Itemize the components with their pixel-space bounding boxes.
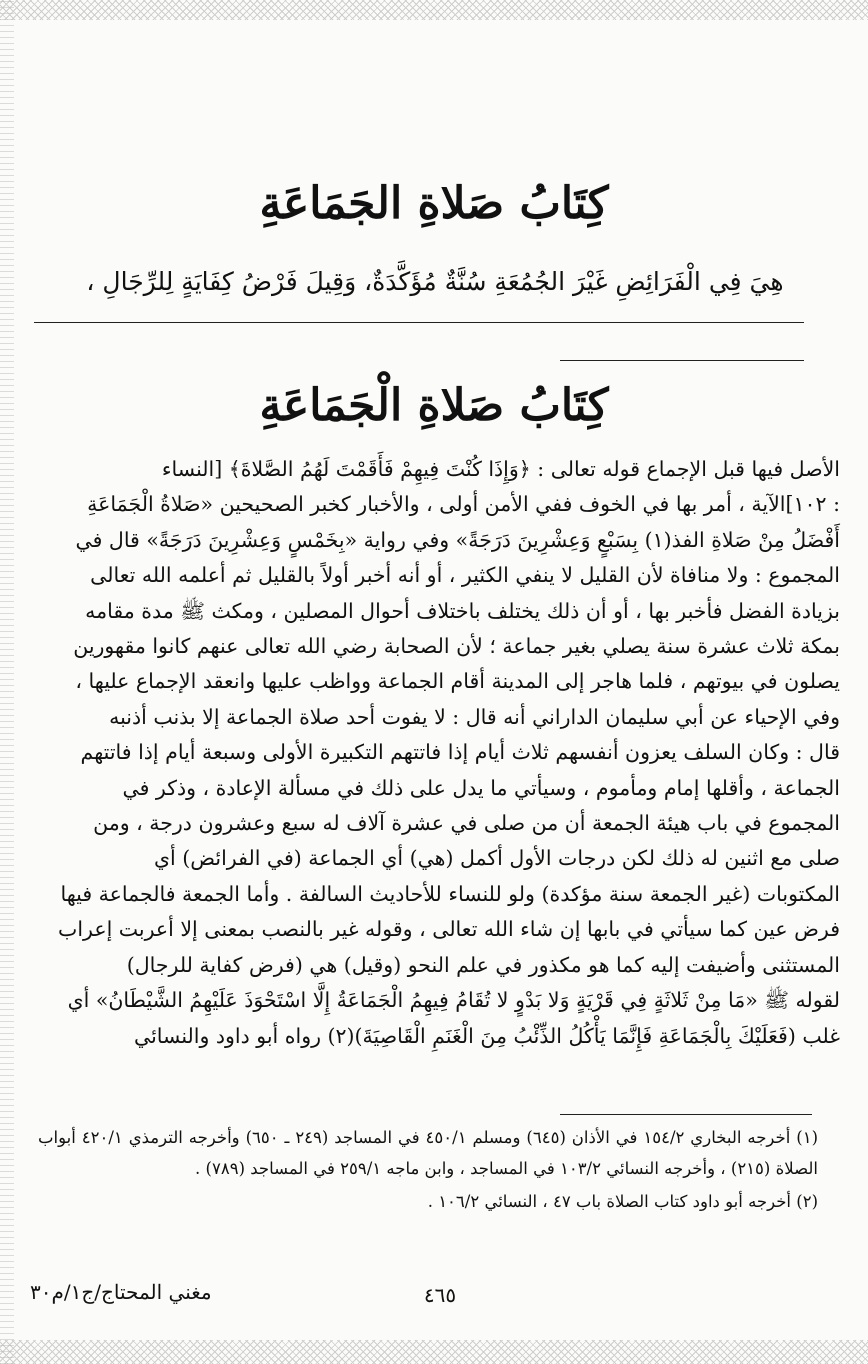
sharh-line: الجماعة ، وأقلها إمام ومأموم ، وسيأتي ما يدل على ذلك في مسألة الإعادة ، وذكر في xyxy=(122,775,840,800)
sharh-line: لقوله ﷺ «مَا مِنْ ثَلاثَةٍ فِي قَرْيَةٍ وَلا بَدْوٍ لا تُقَامُ فِيهِمُ الْجَمَاعَةُ إِلَّا اسْتَحْوَذَ عَلَيْهِمُ الشَّيْطَانُ» أي xyxy=(67,988,840,1013)
footnotes xyxy=(38,1122,818,1219)
matn-text: هِيَ فِي الْفَرَائِضِ غَيْرَ الجُمُعَةِ سُنَّةٌ مُؤَكَّدَةٌ، وَقِيلَ فَرْضُ كِفَايَةٍ لِلرِّجَالِ ، xyxy=(86,267,784,296)
sharh-line: غلب (فَعَلَيْكَ بِالْجَمَاعَةِ فَإِنَّمَا يَأْكُلُ الذِّئْبُ مِنَ الْغَنَمِ الْقَاصِيَةَ)(٢) رواه أبو داود والنسائي xyxy=(134,1023,840,1048)
sharh-body xyxy=(38,452,840,1054)
sharh-line: بزيادة الفضل فأخبر بها ، أو أن ذلك يختلف باختلاف أحوال المصلين ، ومكث ﷺ مدة مقامه xyxy=(85,598,840,623)
printer-signature: مغني المحتاج/ج١/م٣٠ xyxy=(30,1280,212,1304)
sharh-line: يصلون في بيوتهم ، فلما هاجر إلى المدينة أقام الجماعة وواظب عليها وانعقد الإجماع عليها ، xyxy=(75,669,840,694)
footnote-1: (١) أخرجه البخاري ١٥٤/٢ في الأذان (٦٤٥) ومسلم ٤٥٠/١ في المساجد (٢٤٩ ـ ٦٥٠) وأخرجه الترمذي ٤٢٠/١ أبواب الصلاة (٢١٥) ، وأخرجه النسائي ١٠٣/٢ في المساجد ، وابن ماجه ٢٥٩/١ في المساجد (٧٨٩) . xyxy=(38,1128,819,1178)
sharh-line: المستثنى وأضيفت إليه كما هو مكذور في علم النحو (وقيل) هي (فرض كفاية للرجال) xyxy=(126,952,840,977)
decorative-left-border xyxy=(0,0,14,1364)
sharh-line: المجموع : ولا منافاة لأن القليل لا ينفي الكثير ، أو أنه أخبر أولاً بالقليل ثم أعلمه الله تعالى xyxy=(90,563,840,588)
decorative-top-border xyxy=(0,0,868,20)
sharh-line: قال : وكان السلف يعزون أنفسهم ثلاث أيام إذا فاتتهم التكبيرة الأولى وسبعة أيام إذا فاتتهم xyxy=(80,740,840,765)
sharh-line: فرض عين كما سيأتي في بابها إن شاء الله تعالى ، وقوله غير بالنصب بمعنى إلا أعربت إعراب xyxy=(58,917,840,942)
sharh-title: كِتَابُ صَلاةِ الْجَمَاعَةِ xyxy=(259,380,609,431)
matn-divider xyxy=(34,322,804,323)
sharh-line: صلى مع اثنين له ذلك لكن درجات الأول أكمل (هي) أي الجماعة (في الفرائض) أي xyxy=(154,846,840,871)
sharh-line: المجموع في باب هيئة الجمعة أن من صلى في عشرة آلاف له سبع وعشرون درجة ، ومن xyxy=(93,811,840,836)
sharh-line: المكتوبات (غير الجمعة سنة مؤكدة) ولو للنساء للأحاديث السالفة . وأما الجمعة فالجماعة فيها xyxy=(60,881,840,906)
sharh-line: وفي الإحياء عن أبي سليمان الداراني أنه قال : لا يفوت أحد صلاة الجماعة إلا بذنب أذنبه xyxy=(109,704,840,729)
sharh-line: أَفْضَلُ مِنْ صَلاةِ الفذ(١) بِسَبْعٍ وَعِشْرِينَ دَرَجَةً» وفي رواية «بِخَمْسٍ وَعِشْرِينَ دَرَجَةً» قال في xyxy=(75,527,840,552)
page-number: ٤٦٥ xyxy=(423,1283,457,1307)
sharh-line: الأصل فيها قبل الإجماع قوله تعالى : ﴿وَإِذَا كُنْتَ فِيهِمْ فَأَقَمْتَ لَهُمُ الصَّلاةَ﴾ [النساء xyxy=(161,457,840,481)
sharh-line: بمكة ثلاث عشرة سنة يصلي بغير جماعة ؛ لأن الصحابة رضي الله تعالى عنهم كانوا مقهورين xyxy=(73,634,840,659)
sharh-line: : ١٠٢]الآية ، أمر بها في الخوف ففي الأمن أولى ، والأخبار كخبر الصحيحين «صَلاةُ الْجَمَاعَةِ xyxy=(87,492,840,517)
matn-title: كِتَابُ صَلاةِ الجَمَاعَةِ xyxy=(259,178,609,229)
footnote-divider xyxy=(560,1114,812,1115)
section-divider xyxy=(560,360,804,361)
decorative-bottom-border xyxy=(0,1340,868,1364)
footnote-2: (٢) أخرجه أبو داود كتاب الصلاة باب ٤٧ ، النسائي ١٠٦/٢ . xyxy=(427,1192,818,1211)
